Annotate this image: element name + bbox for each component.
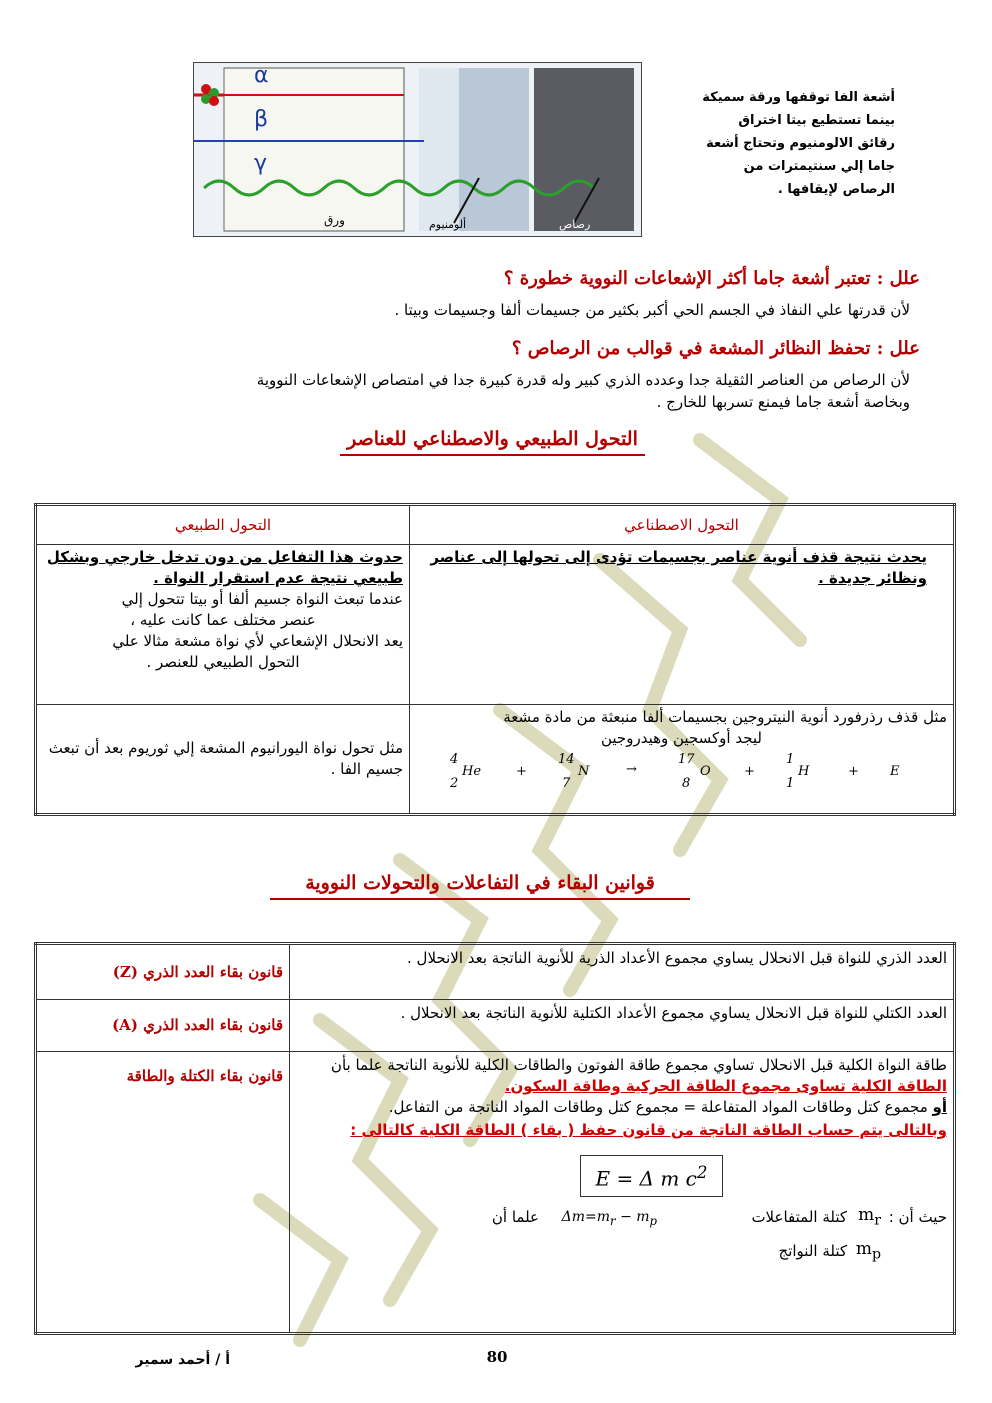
radiation-penetration-figure [193,62,642,237]
section-title-conservation-laws: قوانين البقاء في التفاعلات والتحولات النووية [270,872,690,900]
alpha-label: α [254,63,269,88]
section-title-transmutation: التحول الطبيعي والاصطناعي للعناصر [340,428,645,456]
law-atomic-number-name: قانون بقاء العدد الذري (Z) [36,944,290,1000]
law3-text-2-plain: مجموع كتل وطاقات المواد المتفاعلة = مجموع كتل وطاقات المواد الناتجة من التفاعل. [388,1098,928,1116]
knowing-label: علما أن [491,1207,539,1226]
mp-symbol [856,1239,881,1265]
plus-sign-2: + [744,764,755,779]
conservation-laws-table [34,942,956,1335]
n-mass-number: 14 [558,752,575,767]
figure-drawing [194,63,641,236]
aluminum-label: ألومنيوم [429,218,467,231]
symbols-legend [296,1204,947,1277]
energy-symbol: E [890,764,900,779]
delta-m-formula [562,1207,657,1232]
h-atomic-number: 1 [786,776,795,791]
energy-formula-exponent: 2 [696,1163,708,1182]
law3-text-3: وبالتالى يتم حساب الطاقة الناتجة من قانون حفظ ( بقاء ) الطاقة الكلية كالتالى : [350,1121,947,1139]
law-atomic-number-text: العدد الذري للنواة قبل الانحلال يساوي مجموع الأعداد الذرية للأنوية الناتجة بعد الانحلال . [290,944,955,1000]
n-atomic-number: 7 [562,776,571,791]
beta-label: β [254,107,269,132]
law-mass-energy-cell [290,1052,955,1334]
answer-2-line1: لأن الرصاص من العناصر الثقيلة جدا وعدده الذري كبير وله قدرة كبيرة جدا في امتصاص الإشعاعات النووية [256,371,910,389]
h-mass-number: 1 [786,752,795,767]
question-2: علل : تحفظ النظائر المشعة في قوالب من الرصاص ؟ [511,338,920,359]
mr-description: كتلة المتفاعلات [751,1207,847,1226]
artificial-header: التحول الاصطناعي [410,505,955,545]
artificial-example-line2: ليجد أوكسجين وهيدروجين [600,729,762,747]
figure-caption: أشعة الفا توقفها ورقة سميكة بينما تستطيع بيتا اختراق رقائق الالومنيوم وتحتاج أشعة جاما إلي سنتيمترات من الرصاص لإيقافها . [702,90,895,197]
law3-or: أو [932,1098,947,1116]
answer-1: لأن قدرتها علي النفاذ في الجسم الحي أكبر بكثير من جسيمات ألفا وجسيمات وبيتا . [394,301,910,319]
o-symbol: O [700,764,711,779]
law3-text-2 [296,1097,947,1118]
page-number: 80 [486,1348,508,1366]
mp-description: كتلة النواتج [778,1241,847,1260]
lead-label: رصاص [559,218,591,231]
natural-definition-line1: عندما تبعث النواة جسيم ألفا أو بيتا تتحول إلي [121,590,403,608]
o-mass-number: 17 [678,752,695,767]
natural-definition-line2: عنصر مختلف عما كانت عليه ، [130,611,316,629]
mr-symbol-letter: m [858,1204,875,1225]
plus-sign-3: + [848,764,859,779]
delta-m-minus: − m [615,1208,650,1225]
author-name: أ / أحمد سمير [135,1352,230,1368]
law-mass-number-text: العدد الكتلي للنواة قبل الانحلال يساوي مجموع الأعداد الكتلية للأنوية الناتجة بعد الانحلال . [290,1000,955,1052]
natural-example: مثل تحول نواة اليورانيوم المشعة إلي ثوريوم بعد أن تبعث جسيم الفا . [36,705,410,815]
h-symbol: H [798,764,810,779]
artificial-example-cell [410,705,955,815]
natural-definition-bold: حدوث هذا التفاعل من دون تدخل خارجي وبشكل طبيعي نتيجة عدم استقرار النواة . [46,548,403,587]
question-1: علل : تعتبر أشعة جاما أكثر الإشعاعات النووية خطورة ؟ [503,268,920,289]
artificial-example-line1: مثل قذف رذرفورد أنوية النيتروجين بجسيمات ألفا منبعثة من مادة مشعة [503,708,947,726]
energy-formula-text: E = Δ m c [595,1166,697,1191]
delta-m-sub-r: r [610,1213,616,1228]
formula-wrapper [296,1155,947,1197]
mp-symbol-letter: m [855,1238,872,1259]
delta-m-left: Δm=m [561,1208,611,1225]
mr-symbol-sub: r [874,1212,881,1229]
natural-definition-cell [36,545,410,705]
law-mass-number-name: قانون بقاء العدد الذري (A) [36,1000,290,1052]
answer-2-line2: وبخاصة أشعة جاما فيمنع تسربها للخارج . [656,393,910,411]
reaction-arrow: → [626,762,637,777]
nuclear-equation [416,749,947,789]
delta-m-sub-p: p [649,1213,657,1228]
natural-definition-line3: يعد الانحلال الإشعاعي لأي نواة مشعة مثالا علي [112,632,403,650]
law-mass-energy-name: قانون بقاء الكتلة والطاقة [36,1052,290,1334]
he-symbol: He [462,764,482,779]
plus-sign-1: + [516,764,527,779]
natural-definition-line4: التحول الطبيعي للعنصر . [146,653,300,671]
energy-formula [580,1155,722,1197]
law3-text-1-highlight: الطاقة الكلية تساوى مجموع الطاقة الحركية وطاقة السكون. [504,1077,947,1095]
n-symbol: N [578,764,590,779]
he-atomic-number: 2 [450,776,459,791]
mp-symbol-sub: p [871,1246,881,1263]
mr-symbol [858,1205,881,1231]
law3-text-1 [296,1055,947,1097]
o-atomic-number: 8 [682,776,691,791]
transmutation-table [34,503,956,816]
law3-text-1-plain: طاقة النواة الكلية قبل الانحلال تساوي مجموع طاقة الفوتون والطاقات الكلية للأنوية الناتجة علما بأن [330,1056,947,1074]
gamma-label: γ [254,151,268,176]
artificial-definition-cell [410,545,955,705]
he-mass-number: 4 [450,752,459,767]
natural-header: التحول الطبيعي [36,505,410,545]
artificial-definition-bold: يحدث نتيجة قذف أنوية عناصر بجسيمات تؤدى إلى تحولها إلى عناصر ونظائر جديدة . [430,548,927,587]
paper-label: ورق [324,213,345,227]
where-label: حيث أن : [888,1207,947,1226]
